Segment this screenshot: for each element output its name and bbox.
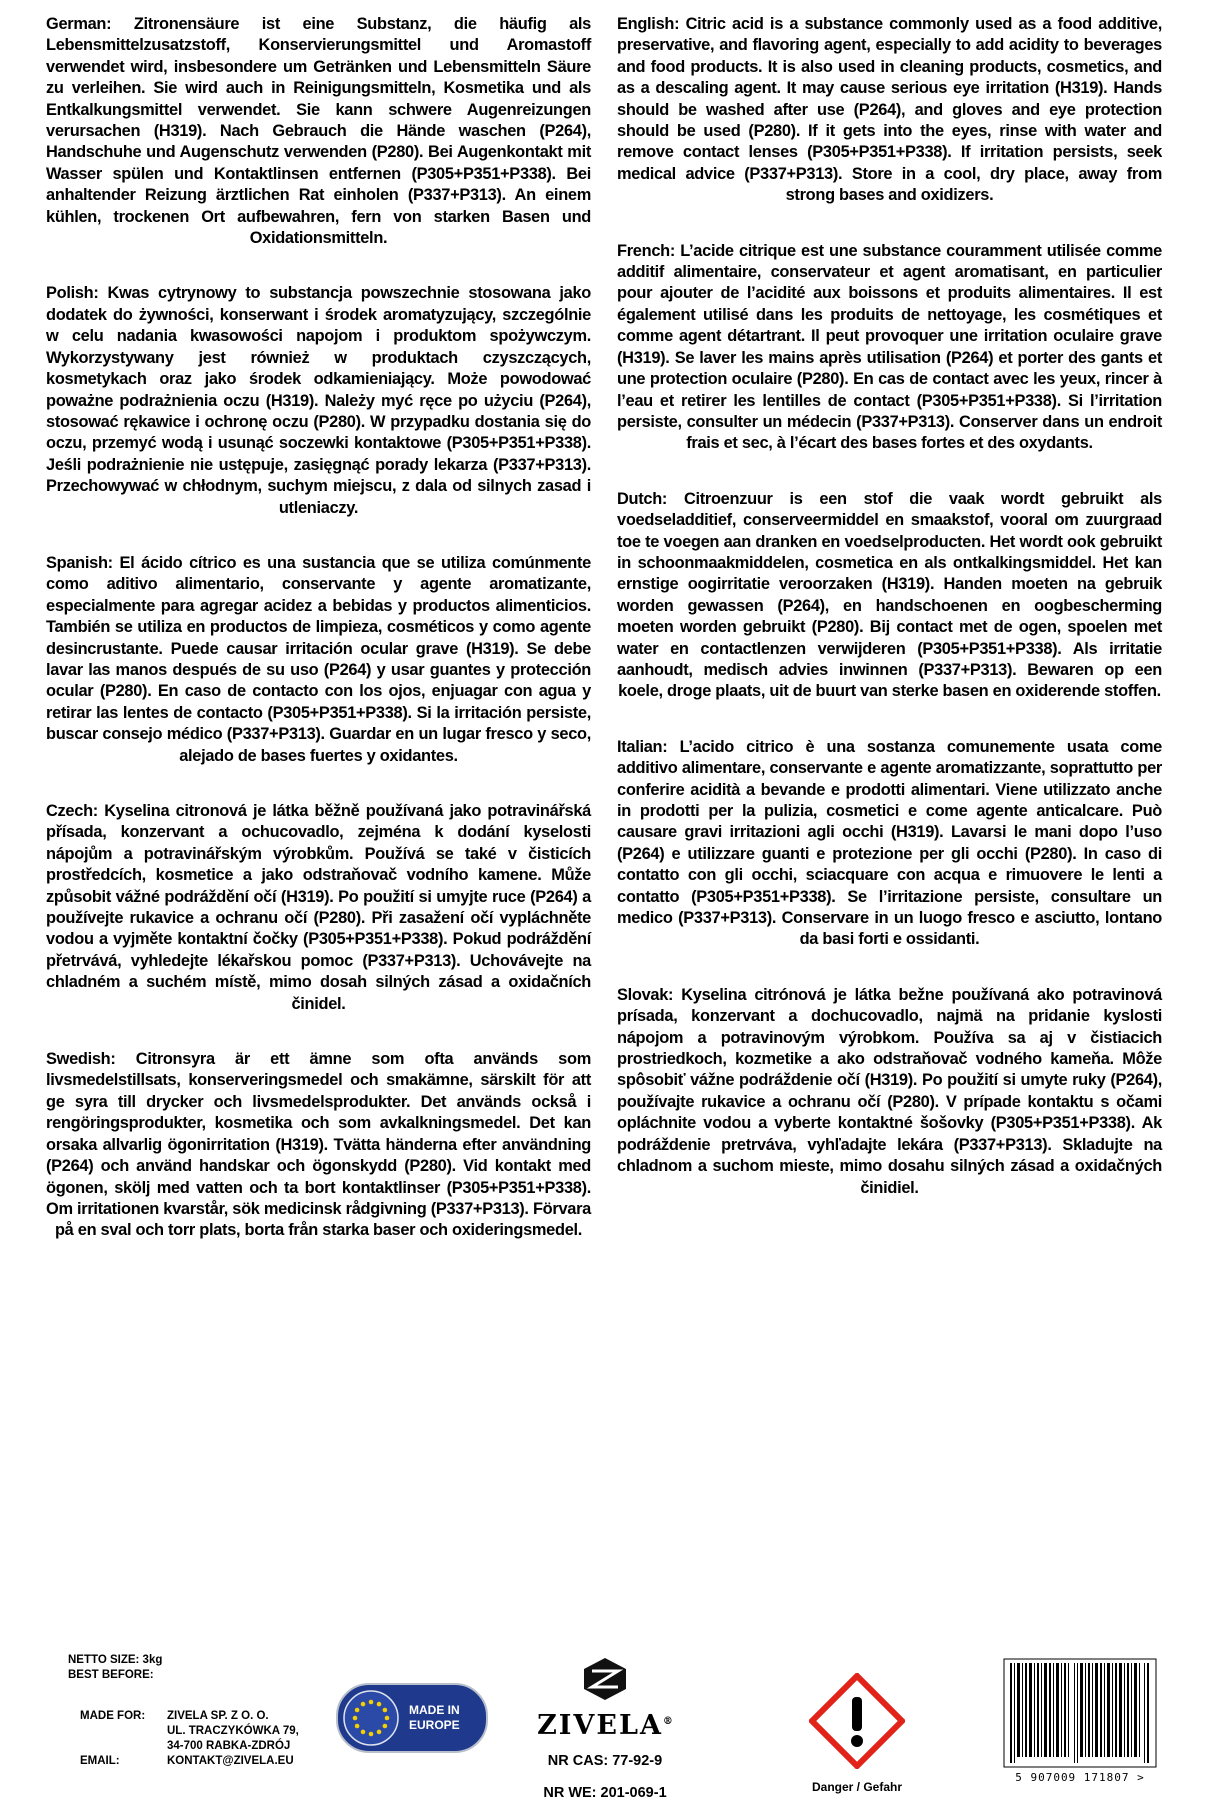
- text-spanish: Spanish: El ácido cítrico es una sustancia que se utiliza comúnmente como aditivo alimentario, conservante y agente aromatizante, especialmente para agregar acidez a bebidas y productos alimenticios. También se utiliza en productos de limpieza, cosméticos y como agente desincrustante. Puede causar irritación ocular grave (H319). Se debe lavar las manos después de su uso (P264) y usar guantes y protección ocular (P280). En caso de contacto con los ojos, enjuagar con agua y retirar las lentes de contacto (P305+P351+P338). Si la irritación persiste, buscar consejo médico (P337+P313). Guardar en un lugar fresco y seco, alejado de bases fuertes y oxidantes.: [46, 553, 591, 765]
- made-for-label: MADE FOR:: [80, 1710, 146, 1722]
- exclamation-hazard-icon: [809, 1673, 905, 1769]
- text-czech: Czech: Kyselina citronová je látka běžně používaná jako potravinářská přísada, konzervant a ochucovadlo, zejména k dodání kyselosti nápojům a potravinářským výrobkům. Používá se také v čisticích prostředcích, kosmetice a jako odstraňovač vodního kamene. Může způsobit vážné podráždění očí (H319). Po použití si umyjte ruce (P264) a používejte rukavice a ochranu očí (P280). Při zasažení očí vypláchněte vodou a vyjměte kontaktní čočky (P305+P351+P338). Pokud podráždění přetrvává, vyhledejte lékařskou pomoc (P337+P313). Uchovávejte na chladném a suchém místě, mimo dosah silných zásad a oxidačních činidel.: [46, 802, 591, 1013]
- text-italian: Italian: L’acido citrico è una sostanza comunemente usata come additivo alimentare, conservante e agente aromatizzante, soprattutto per conferire acidità a bevande e prodotti alimentari. Viene utilizzato anche in prodotti per la pulizia, cosmetici e come agente anticalcare. Può causare gravi irritazioni agli occhi (H319). Lavarsi le mani dopo l’uso (P264) e utilizzare guanti e protezione per gli occhi (P280). In caso di contatto con gli occhi, sciacquare con acqua e rimuovere le lenti a contatto (P305+P351+P338). Se l’irritazione persiste, consultare un medico (P337+P313). Conservare in un luogo fresco e asciutto, lontano da basi forti e ossidanti.: [617, 737, 1162, 949]
- email-label: EMAIL:: [80, 1755, 120, 1767]
- barcode-number: 5 907009 171807 >: [1015, 1771, 1145, 1784]
- barcode-bars-icon: [1000, 1657, 1160, 1769]
- zivela-logo-icon: [582, 1657, 628, 1701]
- company-name: ZIVELA SP. Z O. O.: [167, 1710, 269, 1722]
- made-in-europe-badge: [336, 1683, 488, 1753]
- text-polish: Polish: Kwas cytrynowy to substancja powszechnie stosowana jako dodatek do żywności, konserwant i środek aromatyzujący, szczególnie w celu nadania kwasowości napojom i produktom spożywczym. Wykorzystywany jest również w produktach czyszczących, kosmetykach oraz jako środek odkamieniający. Może powodować poważne podrażnienia oczu (H319). Należy myć ręce po użyciu (P264), stosować rękawice i ochronę oczu (P280). W przypadku dostania się do oczu, przemyć wodą i usunąć soczewki kontaktowe (P305+P351+P338). Jeśli podrażnienie nie ustępuje, zasięgnąć porady lekarza (P337+P313). Przechowywać w chłodnym, suchym miejscu, z dala od silnych zasad i utleniaczy.: [46, 284, 591, 517]
- email-value: KONTAKT@ZIVELA.EU: [167, 1755, 294, 1767]
- best-before: BEST BEFORE:: [68, 1669, 154, 1681]
- text-german: German: Zitronensäure ist eine Substanz, die häufig als Lebensmittelzusatzstoff, Konservierungsmittel und Aromastoff verwendet wird, insbesondere um Getränken und Lebensmitteln Säure zu verleihen. Sie wird auch in Reinigungsmitteln, Kosmetika und als Entkalkungsmittel verwendet. Sie kann schwere Augenreizungen verursachen (H319). Nach Gebrauch die Hände waschen (P264), Handschuhe und Augenschutz verwenden (P280). Bei Augenkontakt mit Wasser spülen und Kontaktlinsen entfernen (P305+P351+P338). Bei anhaltender Reizung ärztlichen Rat einholen (P337+P313). An einem kühlen, trockenen Ort aufbewahren, fern von starken Basen und Oxidationsmitteln.: [46, 15, 591, 248]
- made-for-block: [80, 1709, 299, 1769]
- netto-size: NETTO SIZE: 3kg: [68, 1654, 163, 1666]
- text-slovak: Slovak: Kyselina citrónová je látka bežne používaná ako potravinová prísada, konzervant a dochucovadlo, najmä na pridanie kyslosti nápojom a potravinovým výrobkom. Používa sa aj v čistiacich prostriedkoch, kozmetike a ako odstraňovač vodného kameňa. Môže spôsobiť vážne podráždenie očí (H319). Po použití si umyte ruky (P264), používajte rukavice a ochranu očí (P280). V prípade kontaktu s očami opláchnite vodou a vyberte kontaktné šošovky (P305+P351+P338). Ak podráždenie pretrváva, vyhľadajte lekára (P337+P313). Skladujte na chladnom a suchom mieste, mimo dosahu silných zásad a oxidačných činidiel.: [617, 985, 1162, 1197]
- barcode: [1000, 1657, 1160, 1787]
- brand-block: [520, 1657, 690, 1805]
- trademark-symbol: ®: [662, 1716, 673, 1727]
- brand-name: ZIVELA®: [537, 1710, 673, 1741]
- we-number: NR WE: 201-069-1: [543, 1785, 667, 1801]
- company-street: UL. TRACZYKÓWKA 79,: [167, 1725, 299, 1737]
- eu-stars-icon: [343, 1690, 399, 1746]
- text-dutch: Dutch: Citroenzuur is een stof die vaak wordt gebruikt als voedseladditief, conserveermiddel en smaakstof, vooral om zuurgraad toe te voegen aan dranken en voedselproducten. Het wordt ook gebruikt in schoonmaakmiddelen, cosmetica en als ontkalkingsmiddel. Het kan ernstige oogirritatie veroorzaken (H319). Handen moeten na gebruik worden gewassen (P264), en handschoenen en oogbescherming moeten worden gebruikt (P280). Bij contact met de ogen, spoelen met water en contactlenzen verwijderen (P305+P351+P338). Als irritatie aanhoudt, medisch advies inwinnen (P337+P313). Bewaren op een koele, droge plaats, uit de buurt van sterke basen en oxiderende stoffen.: [617, 489, 1162, 701]
- eu-badge-line2: EUROPE: [409, 1718, 460, 1732]
- product-meta: [68, 1653, 162, 1683]
- company-city: 34-700 RABKA-ZDRÓJ: [167, 1740, 291, 1752]
- danger-label: Danger / Gefahr: [811, 1780, 903, 1794]
- cas-number: NR CAS: 77-92-9: [547, 1753, 663, 1769]
- ghs-pictogram: [798, 1673, 916, 1794]
- right-column: [617, 14, 1162, 1233]
- text-english: English: Citric acid is a substance commonly used as a food additive, preservative, and flavoring agent, especially to add acidity to beverages and food products. It is also used in cleaning products, cosmetics, and as a descaling agent. It may cause serious eye irritation (H319). Hands should be washed after use (P264), and gloves and eye protection should be used (P280). If it gets into the eyes, rinse with water and remove contact lenses (P305+P351+P338). If irritation persists, seek medical advice (P337+P313). Store in a cool, dry place, away from strong bases and oxidizers.: [617, 15, 1162, 205]
- left-column: [46, 14, 591, 1276]
- text-swedish: Swedish: Citronsyra är ett ämne som ofta används som livsmedelstillsats, konserveringsmedel och smakämne, särskilt för att ge syra till drycker och livsmedelsprodukter. Det används också i rengöringsprodukter, kosmetika och som avkalkningsmedel. Det kan orsaka allvarlig ögonirritation (H319). Tvätta händerna efter användning (P264) och använd handskar och ögonskydd (P280). Vid kontakt med ögonen, skölj med vatten och ta bort kontaktlinser (P305+P351+P338). Om irritationen kvarstår, sök medicinsk rådgivning (P337+P313). Förvara på en sval och torr plats, borta från starka baser och oxideringsmedel.: [46, 1050, 591, 1240]
- label-footer: [0, 1643, 1205, 1801]
- eu-badge-line1: MADE IN: [409, 1703, 460, 1717]
- text-french: French: L’acide citrique est une substance couramment utilisée comme additif alimentaire, conservateur et agent aromatisant, en particulier pour ajouter de l’acidité aux boissons et produits alimentaires. Il est également utilisé dans les produits de nettoyage, les cosmétiques et comme agent détartrant. Il peut provoquer une irritation oculaire grave (H319). Se laver les mains après utilisation (P264) et porter des gants et une protection oculaire (P280). En cas de contact avec les yeux, rincer à l’eau et retirer les lentilles de contact (P305+P351+P338). Si l’irritation persiste, consulter un médecin (P337+P313). Conserver dans un endroit frais et sec, à l’écart des bases fortes et des oxydants.: [617, 241, 1162, 453]
